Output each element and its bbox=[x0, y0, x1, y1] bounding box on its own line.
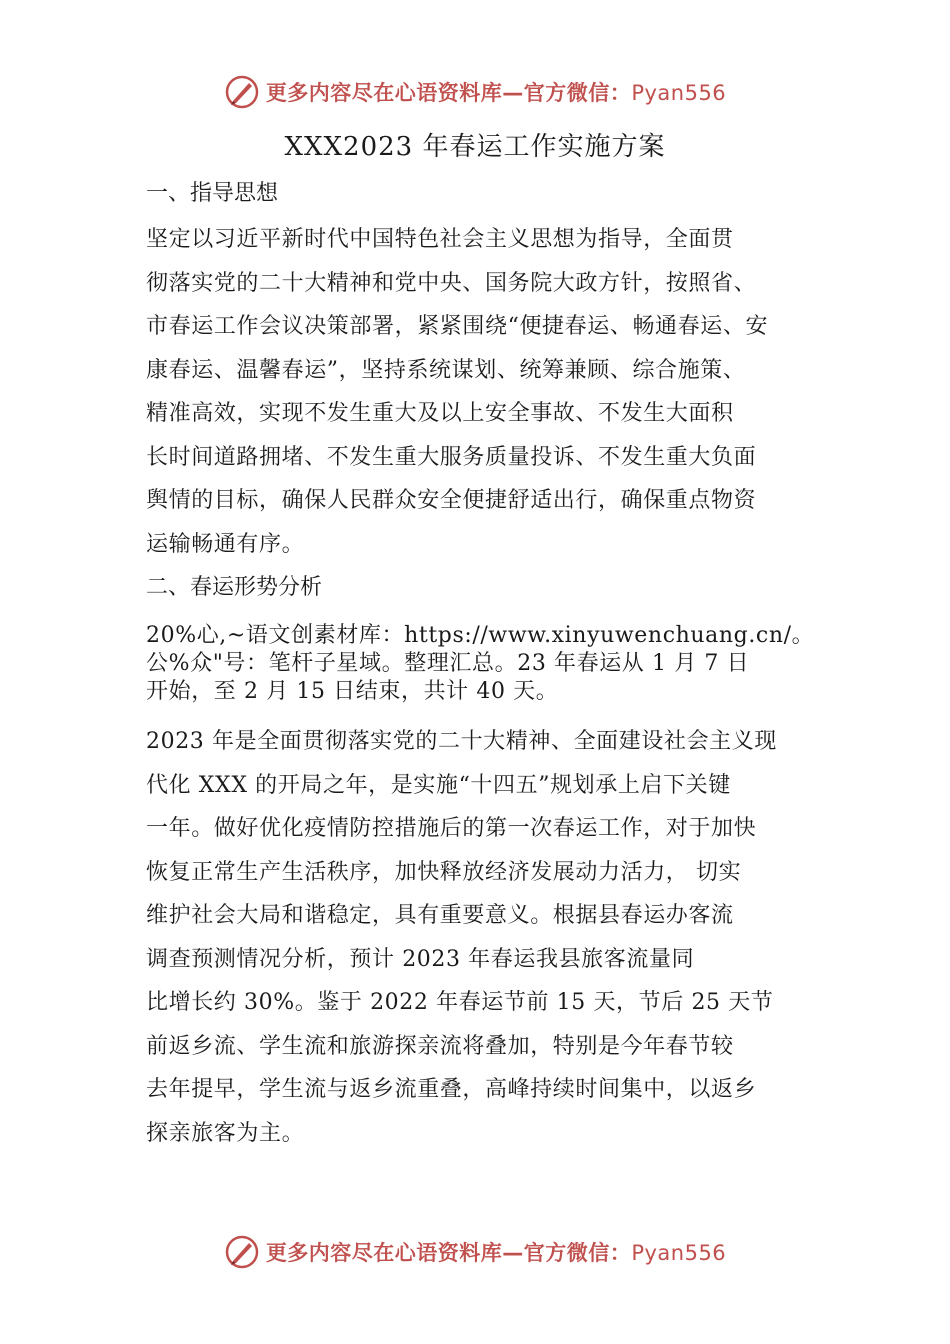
document-title: XXX2023 年春运工作实施方案 bbox=[284, 132, 666, 162]
text-line: 比增长约 30%。鉴于 2022 年春运节前 15 天，节后 25 天节 bbox=[146, 990, 774, 1015]
text-line: 代化 XXX 的开局之年，是实施“十四五”规划承上启下关键 bbox=[146, 772, 731, 798]
pen-logo-icon bbox=[224, 1234, 260, 1270]
document-body bbox=[146, 172, 822, 1155]
text-line: 长时间道路拥堵、不发生重大服务质量投诉、不发生重大负面 bbox=[146, 444, 757, 470]
text-line: 恢复正常生产生活秩序，加快释放经济发展动力活力， 切实 bbox=[146, 859, 742, 885]
text-line: 调查预测情况分析，预计 2023 年春运我县旅客流量同 bbox=[146, 946, 695, 972]
wechat-id: Pyan556 bbox=[631, 81, 727, 105]
banner-text: 更多内容尽在心语资料库—官方微信：Pyan556 bbox=[265, 81, 727, 105]
text-line: 探亲旅客为主。 bbox=[146, 1120, 305, 1146]
paragraph-situation-analysis bbox=[146, 720, 822, 1155]
footer-banner bbox=[0, 1230, 950, 1274]
section-heading-situation-analysis: 二、春运形势分析 bbox=[146, 575, 323, 600]
text-line: 康春运、温馨春运”，坚持系统谋划、统筹兼顾、综合施策、 bbox=[146, 357, 746, 383]
text-line: 公%众"号：笔杆子星域。整理汇总。23 年春运从 1 月 7 日 bbox=[146, 651, 750, 676]
banner-text: 更多内容尽在心语资料库—官方微信：Pyan556 bbox=[265, 1241, 727, 1265]
text-line: 精准高效，实现不发生重大及以上安全事故、不发生大面积 bbox=[146, 401, 734, 426]
text-line: 20%心,~语文创素材库：https://www.xinyuwenchuang.cn/。 bbox=[146, 623, 815, 648]
text-line: 市春运工作会议决策部署，紧紧围绕“便捷春运、畅通春运、安 bbox=[146, 314, 769, 339]
text-line: 2023 年是全面贯彻落实党的二十大精神、全面建设社会主义现 bbox=[146, 729, 777, 754]
text-line: 彻落实党的二十大精神和党中央、国务院大政方针，按照省、 bbox=[146, 270, 757, 296]
text-line: 坚定以习近平新时代中国特色社会主义思想为指导，全面贯 bbox=[146, 227, 734, 252]
text-line: 一年。做好优化疫情防控措施后的第一次春运工作，对于加快 bbox=[146, 816, 757, 841]
text-line: 维护社会大局和谐稳定，具有重要意义。根据县春运办客流 bbox=[146, 903, 734, 928]
text-line: 前返乡流、学生流和旅游探亲流将叠加，特别是今年春节较 bbox=[146, 1033, 734, 1059]
text-line: 运输畅通有序。 bbox=[146, 531, 305, 557]
text-line: 开始，至 2 月 15 日结束，共计 40 天。 bbox=[146, 679, 559, 704]
text-line: 舆情的目标，确保人民群众安全便捷舒适出行，确保重点物资 bbox=[146, 488, 757, 513]
section-heading-guiding-ideology: 一、指导思想 bbox=[146, 181, 279, 206]
pen-logo-icon bbox=[224, 74, 260, 110]
header-banner bbox=[0, 70, 950, 114]
wechat-id: Pyan556 bbox=[631, 1241, 727, 1265]
text-line: 去年提早，学生流与返乡流重叠，高峰持续时间集中，以返乡 bbox=[146, 1077, 757, 1102]
paragraph-source-note bbox=[146, 622, 822, 706]
paragraph-guiding-ideology bbox=[146, 218, 822, 566]
